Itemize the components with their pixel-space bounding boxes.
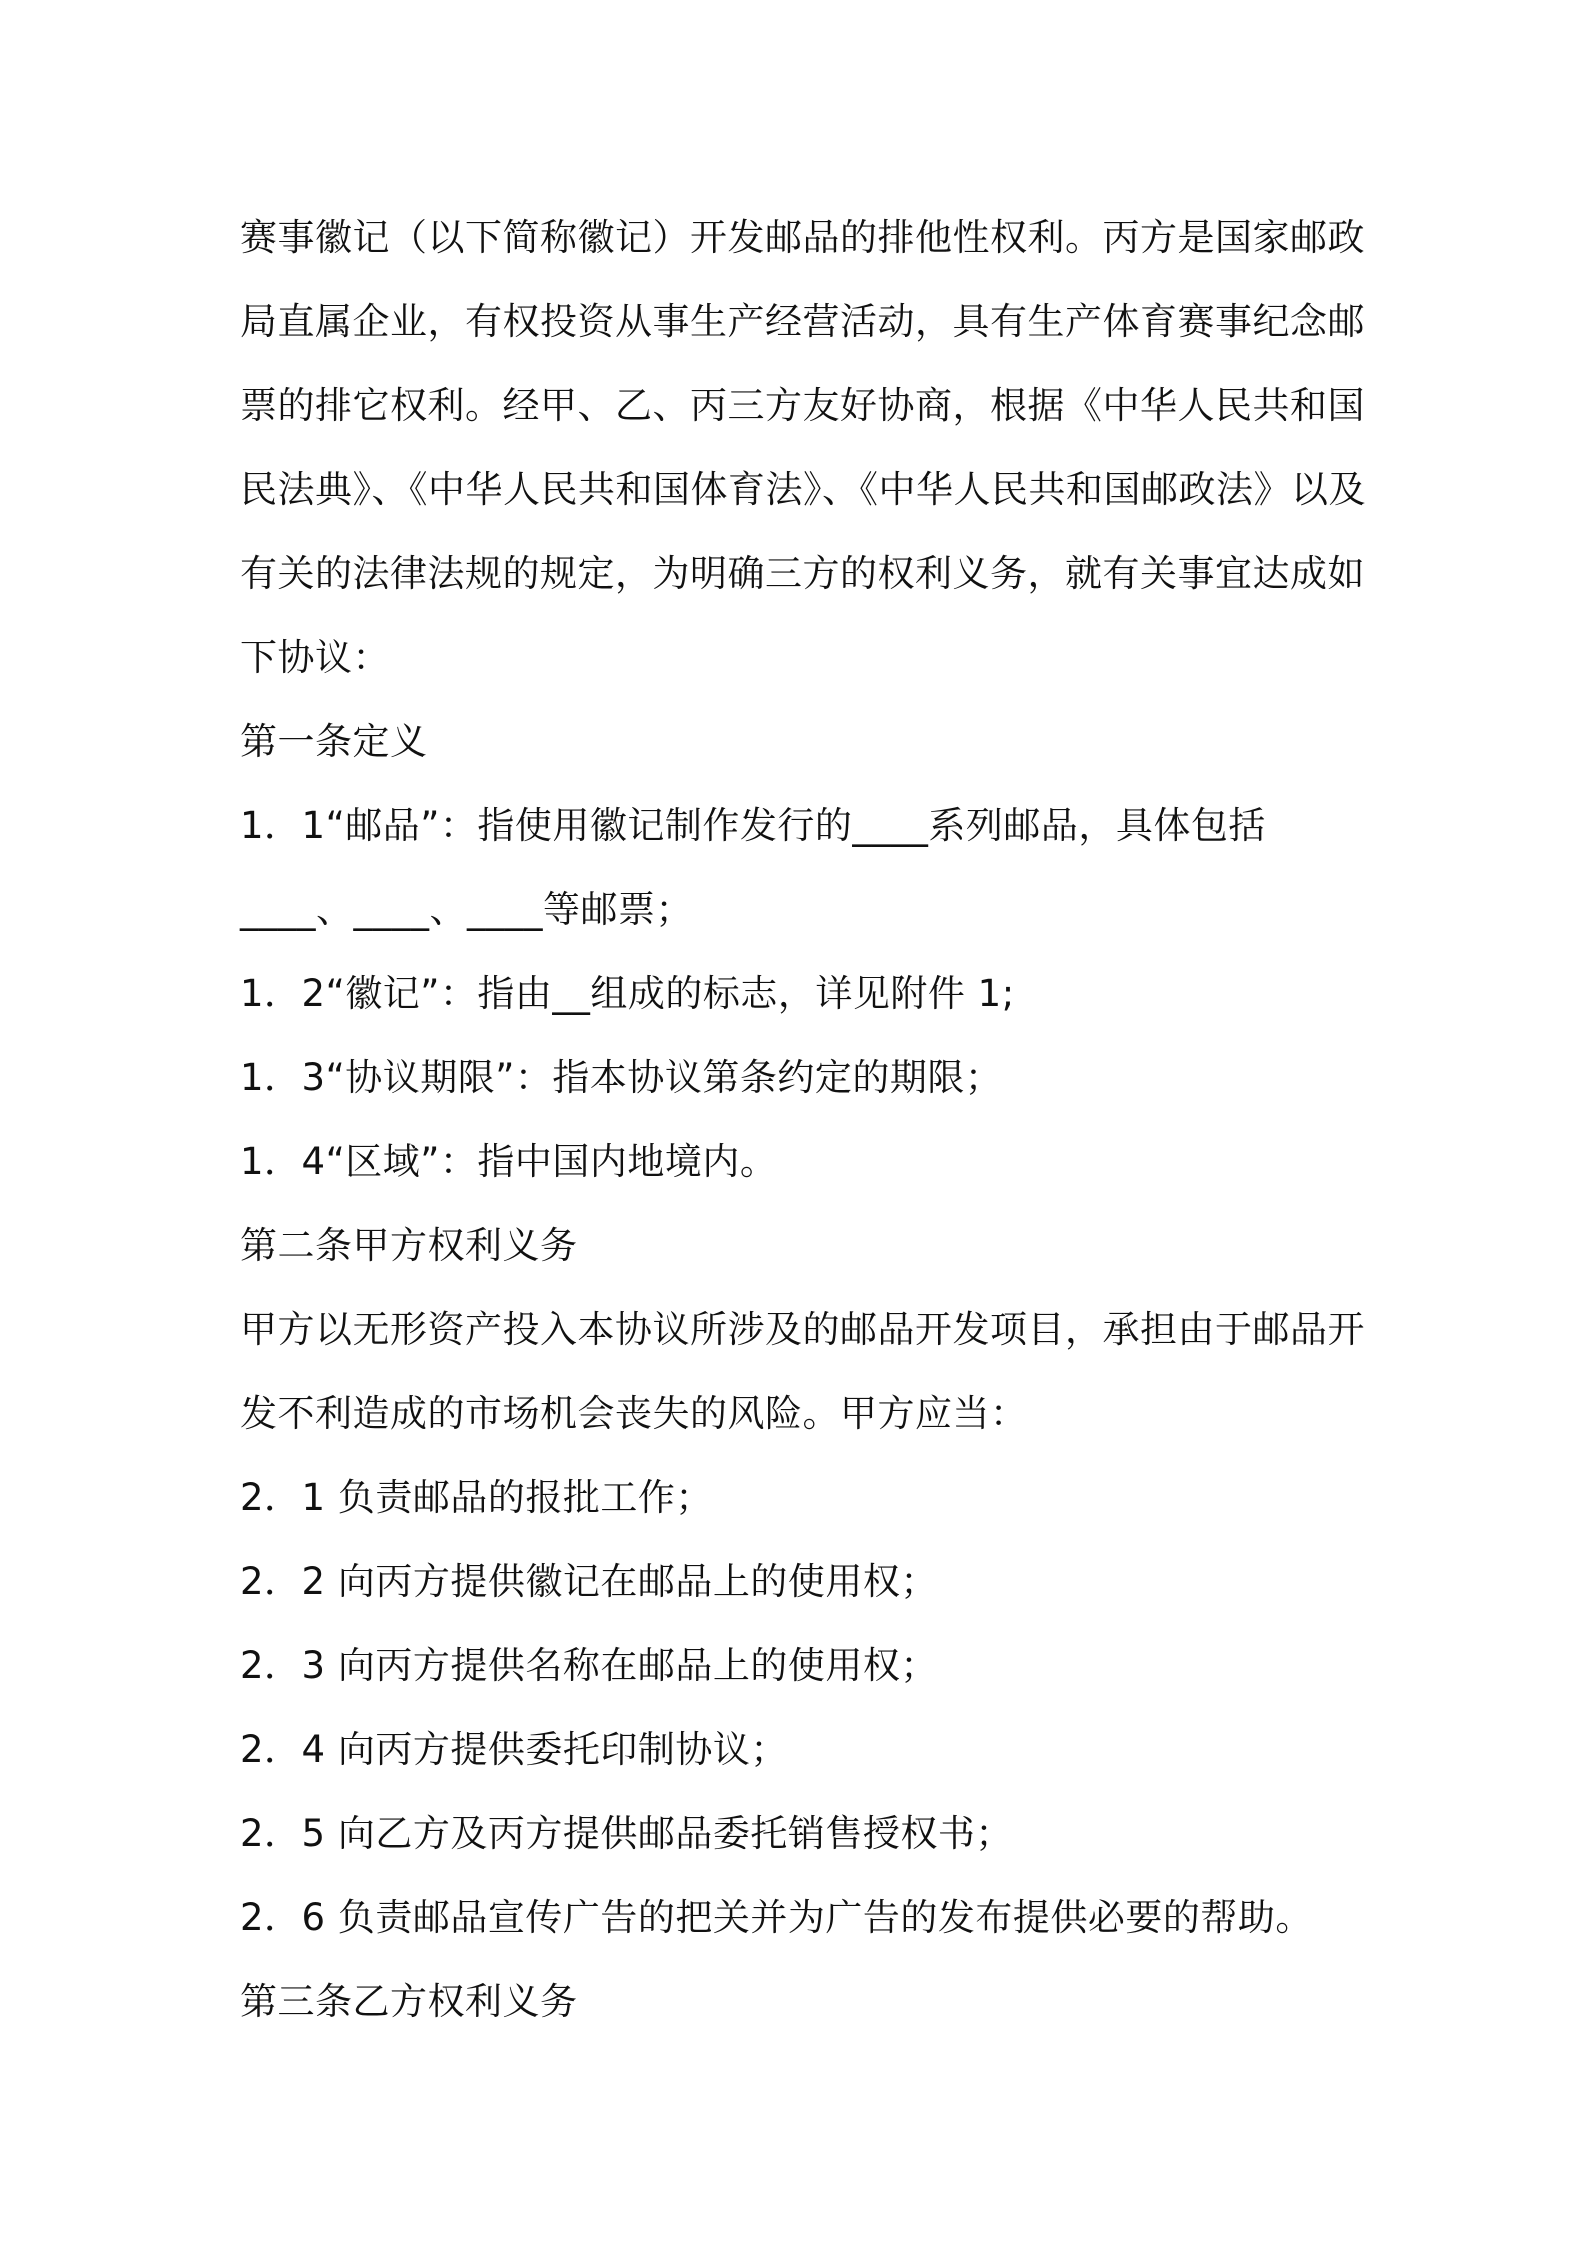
paragraph-line: 局直属企业，有权投资从事生产经营活动，具有生产体育赛事纪念邮	[240, 300, 1365, 343]
paragraph-line: 赛事徽记（以下简称徽记）开发邮品的排他性权利。丙方是国家邮政	[240, 216, 1365, 259]
paragraph-line: 民法典》、《中华人民共和国体育法》、《中华人民共和国邮政法》以及	[240, 468, 1366, 511]
clause-item: 1．3“协议期限”：指本协议第条约定的期限；	[240, 1056, 1003, 1099]
paragraph-line: 票的排它权利。经甲、乙、丙三方友好协商，根据《中华人民共和国	[240, 384, 1365, 427]
paragraph-line: 发不利造成的市场机会丧失的风险。甲方应当：	[240, 1392, 1028, 1435]
clause-item: 2．1 负责邮品的报批工作；	[240, 1476, 713, 1519]
document-body	[240, 196, 1366, 2044]
clause-item: 1．4“区域”：指中国内地境内。	[240, 1140, 778, 1183]
clause-item: 1．2“徽记”：指由__组成的标志，详见附件 1;	[240, 972, 1015, 1015]
clause-item: 2．4 向丙方提供委托印制协议；	[240, 1728, 788, 1771]
section-heading: 第三条乙方权利义务	[240, 1980, 578, 2023]
clause-item: 2．5 向乙方及丙方提供邮品委托销售授权书；	[240, 1812, 1013, 1855]
paragraph-line: 下协议：	[240, 636, 390, 679]
clause-item: 2．2 向丙方提供徽记在邮品上的使用权；	[240, 1560, 938, 1603]
clause-item: 2．3 向丙方提供名称在邮品上的使用权；	[240, 1644, 938, 1687]
paragraph-line: 甲方以无形资产投入本协议所涉及的邮品开发项目，承担由于邮品开	[240, 1308, 1365, 1351]
clause-item: 2．6 负责邮品宣传广告的把关并为广告的发布提供必要的帮助。	[240, 1896, 1313, 1939]
section-heading: 第一条定义	[240, 720, 428, 763]
clause-item: ____、____、____等邮票；	[240, 888, 693, 931]
paragraph-line: 有关的法律法规的规定，为明确三方的权利义务，就有关事宜达成如	[240, 552, 1365, 595]
section-heading: 第二条甲方权利义务	[240, 1224, 578, 1267]
clause-item: 1．1“邮品”：指使用徽记制作发行的____系列邮品，具体包括	[240, 804, 1266, 847]
